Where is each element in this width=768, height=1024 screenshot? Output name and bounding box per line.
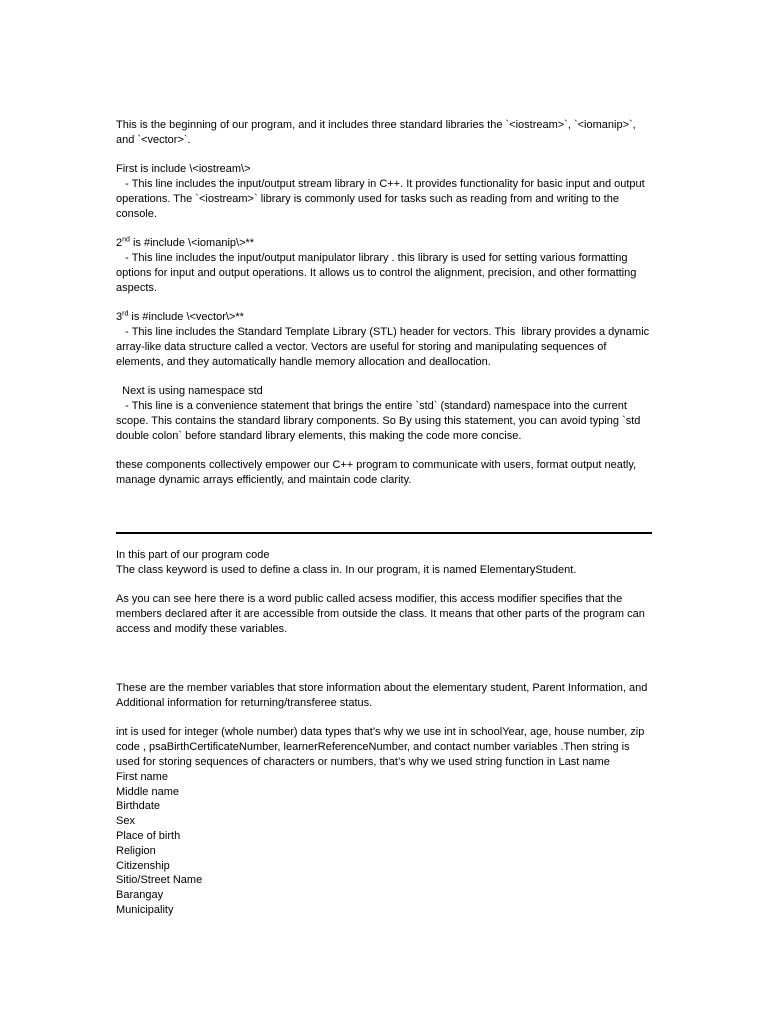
- iostream-heading: First is include \<iostream\>: [116, 163, 251, 176]
- vector-heading: [116, 310, 656, 325]
- intro-paragraph: This is the beginning of our program, and it includes three standard libraries the `<iostream>`, `<iomanip>`, and `<vector>`.: [116, 119, 636, 146]
- string-fields-list: [116, 770, 656, 918]
- int-string-paragraph: int is used for integer (whole number) data types that’s why we use int in schoolYear, age, house number, zip code , psaBirthCertificateNumber, learnerReferenceNumber, and contact number variables .Then string is used for storing sequences of characters or numbers, that’s why we used string function in Last name: [116, 726, 645, 769]
- list-item: Municipality: [116, 904, 174, 917]
- iomanip-number: 2: [116, 237, 123, 250]
- iomanip-ordinal: nd: [122, 236, 130, 244]
- list-item: Middle name: [116, 785, 179, 798]
- iomanip-body: - This line includes the input/output manipulator library . this library is used for setting various formatting options for input and output operations. It allows us to control the alignment, precision, and other formatting aspects.: [116, 252, 640, 294]
- iostream-body: - This line includes the input/output stream library in C++. It provides functionality for basic input and output operations. The `<iostream>` library is commonly used for tasks such as reading from and writing to the console.: [116, 178, 648, 220]
- list-item: First name: [116, 770, 168, 783]
- list-item: Birthdate: [116, 800, 161, 813]
- list-item: Citizenship: [116, 859, 170, 872]
- list-item: Barangay: [116, 889, 164, 902]
- class-intro-line: In this part of our program code: [116, 548, 270, 561]
- iomanip-heading-text: is #include \<iomanip\>**: [129, 237, 255, 250]
- list-item: Religion: [116, 844, 156, 857]
- iomanip-heading: [116, 236, 656, 251]
- list-item: Place of birth: [116, 830, 181, 843]
- vector-number: 3: [116, 311, 123, 324]
- namespace-heading: Next is using namespace std: [116, 385, 263, 398]
- list-item: Sex: [116, 815, 135, 828]
- vector-ordinal: rd: [122, 310, 129, 318]
- summary-paragraph: these components collectively empower our C++ program to communicate with users, format output neatly, manage dynamic arrays efficiently, and maintain code clarity.: [116, 459, 637, 487]
- document-body: [116, 118, 656, 918]
- namespace-body: - This line is a convenience statement that brings the entire `std` (standard) namespace into the current scope. This contains the standard library components. So By using this statement, you can avoid typing `std double colon` before standard library elements, this making the code more concise.: [116, 400, 644, 442]
- vector-body: - This line includes the Standard Template Library (STL) header for vectors. This library provides a dynamic array-like data structure called a vector. Vectors are useful for storing and manipulating sequences of elements, and they automatically handle memory allocation and deallocation.: [116, 326, 653, 368]
- member-variables-paragraph: These are the member variables that store information about the elementary student, Parent Information, and Additional information for returning/transferee status.: [116, 682, 648, 709]
- class-keyword-line: The class keyword is used to define a class in. In our program, it is named ElementaryStudent.: [116, 563, 577, 576]
- access-modifier-paragraph: As you can see here there is a word public called acsess modifier, this access modifier specifies that the members declared after it are accessible from outside the class. It means that other parts of the program can access and modify these variables.: [116, 593, 645, 635]
- vector-heading-text: is #include \<vector\>**: [128, 311, 244, 324]
- list-item: Sitio/Street Name: [116, 874, 203, 887]
